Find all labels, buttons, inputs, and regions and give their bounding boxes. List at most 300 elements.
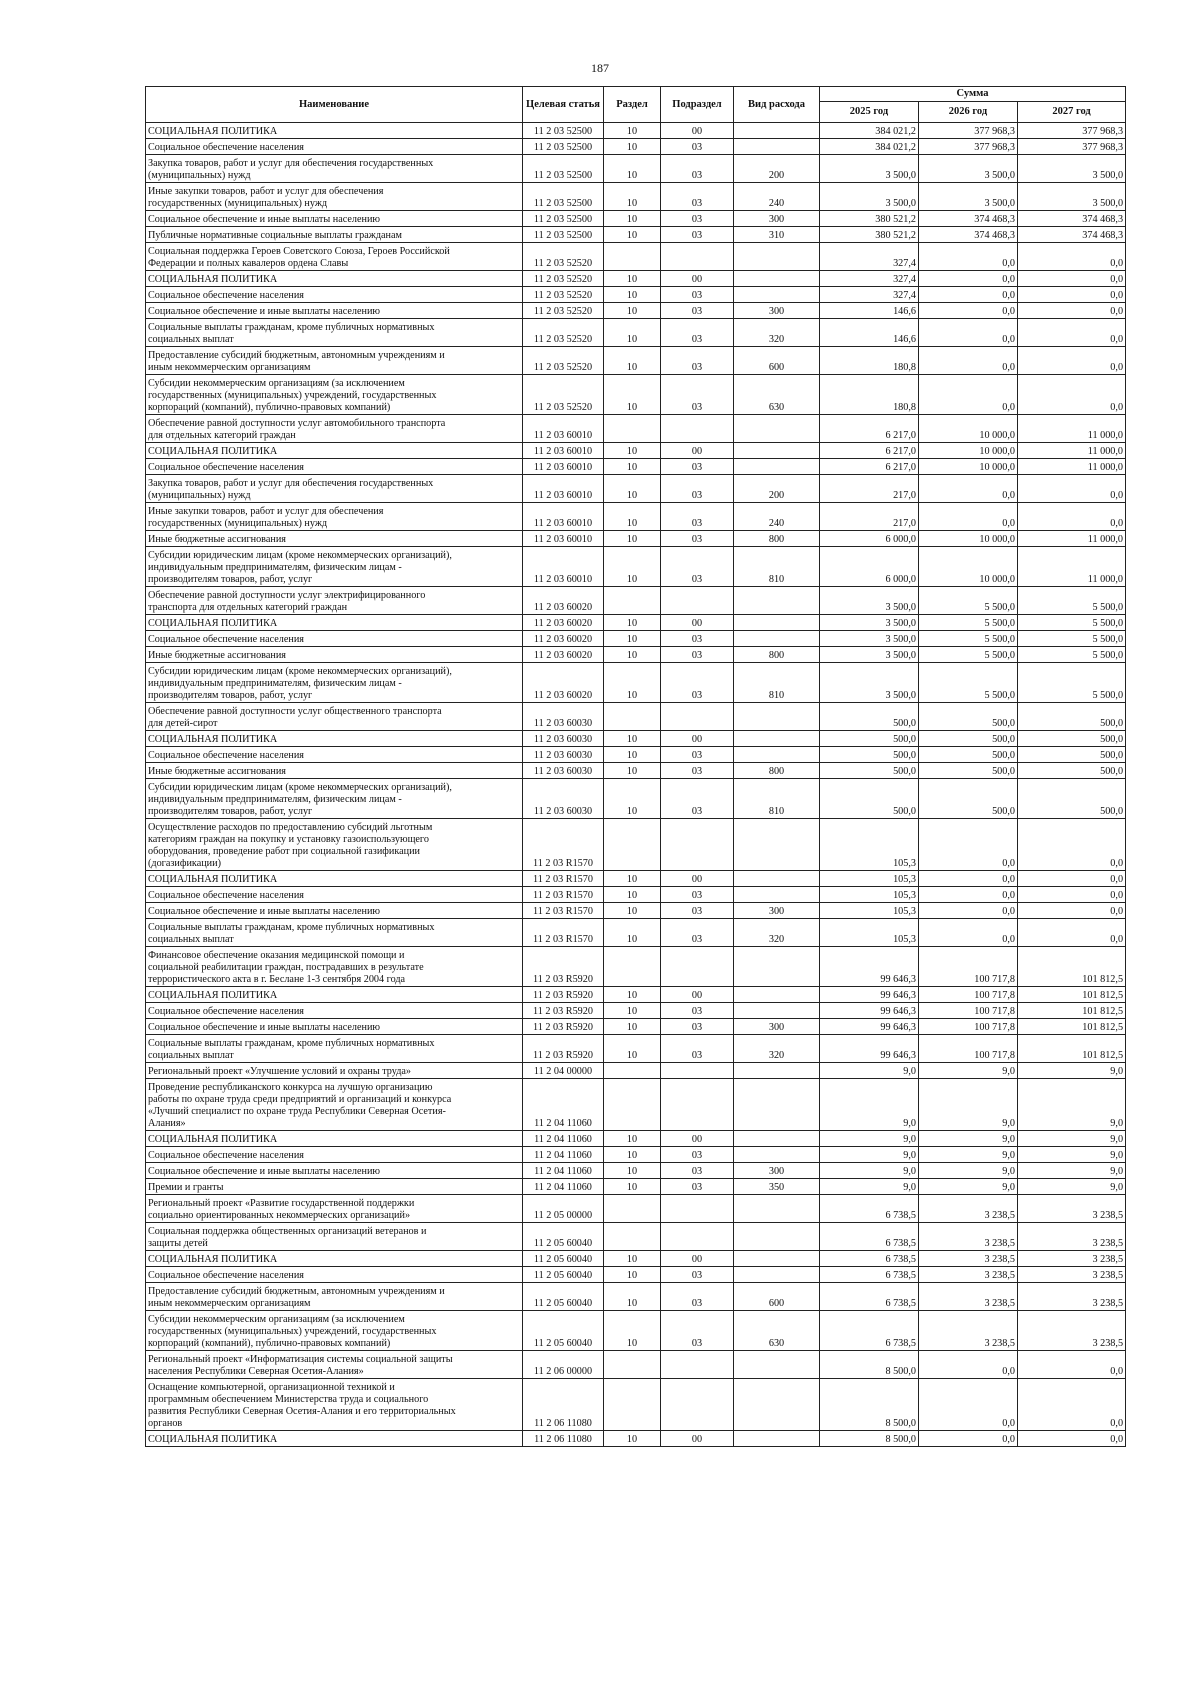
table-body [146, 123, 1126, 1447]
cell-name: Предоставление субсидий бюджетным, автономным учреждениям и иным некоммерческим организациям [146, 347, 523, 375]
cell-expense-type: 600 [734, 347, 820, 375]
cell-name: Иные закупки товаров, работ и услуг для обеспечения государственных (муниципальных) нужд [146, 183, 523, 211]
cell-target-article: 11 2 06 11080 [523, 1379, 604, 1431]
cell-amount-2025: 6 738,5 [820, 1195, 919, 1223]
cell-target-article: 11 2 04 11060 [523, 1147, 604, 1163]
cell-name: СОЦИАЛЬНАЯ ПОЛИТИКА [146, 731, 523, 747]
table-row [146, 871, 1126, 887]
cell-amount-2027: 5 500,0 [1018, 647, 1126, 663]
cell-amount-2025: 99 646,3 [820, 1003, 919, 1019]
cell-subsection: 03 [661, 647, 734, 663]
budget-table [145, 86, 1126, 1447]
cell-subsection: 00 [661, 443, 734, 459]
cell-target-article: 11 2 03 60030 [523, 703, 604, 731]
cell-name: Социальное обеспечение и иные выплаты населению [146, 903, 523, 919]
cell-target-article: 11 2 03 60020 [523, 587, 604, 615]
cell-section: 10 [604, 531, 661, 547]
cell-subsection: 03 [661, 1311, 734, 1351]
cell-amount-2026: 3 238,5 [919, 1311, 1018, 1351]
table-row [146, 1003, 1126, 1019]
cell-subsection: 03 [661, 211, 734, 227]
cell-amount-2026: 100 717,8 [919, 1003, 1018, 1019]
header-year-2026: 2026 год [919, 102, 1018, 123]
cell-amount-2027: 3 238,5 [1018, 1267, 1126, 1283]
cell-target-article: 11 2 03 60020 [523, 615, 604, 631]
table-row [146, 1251, 1126, 1267]
cell-target-article: 11 2 03 52500 [523, 227, 604, 243]
cell-amount-2025: 500,0 [820, 703, 919, 731]
table-row [146, 647, 1126, 663]
cell-name: Обеспечение равной доступности услуг общественного транспорта для детей-сирот [146, 703, 523, 731]
cell-expense-type: 310 [734, 227, 820, 243]
cell-expense-type [734, 271, 820, 287]
cell-section [604, 1351, 661, 1379]
cell-expense-type [734, 139, 820, 155]
cell-subsection: 03 [661, 1147, 734, 1163]
cell-amount-2026: 10 000,0 [919, 443, 1018, 459]
cell-section [604, 1223, 661, 1251]
cell-amount-2025: 180,8 [820, 347, 919, 375]
cell-name: Премии и гранты [146, 1179, 523, 1195]
cell-amount-2027: 0,0 [1018, 475, 1126, 503]
cell-amount-2026: 0,0 [919, 243, 1018, 271]
table-row [146, 303, 1126, 319]
cell-amount-2027: 0,0 [1018, 1379, 1126, 1431]
cell-section: 10 [604, 211, 661, 227]
cell-expense-type [734, 1079, 820, 1131]
cell-amount-2027: 500,0 [1018, 779, 1126, 819]
cell-subsection: 03 [661, 763, 734, 779]
cell-expense-type [734, 1431, 820, 1447]
table-row [146, 947, 1126, 987]
cell-subsection [661, 243, 734, 271]
cell-amount-2026: 10 000,0 [919, 415, 1018, 443]
cell-name: Социальное обеспечение населения [146, 631, 523, 647]
cell-amount-2026: 0,0 [919, 503, 1018, 531]
cell-amount-2027: 374 468,3 [1018, 227, 1126, 243]
cell-name: Оснащение компьютерной, организационной техникой и программным обеспечением Министерства труда и социального развития Республики Северная Осетия-Алания и его территориальных органов [146, 1379, 523, 1431]
cell-name: СОЦИАЛЬНАЯ ПОЛИТИКА [146, 871, 523, 887]
table-row [146, 271, 1126, 287]
cell-name: СОЦИАЛЬНАЯ ПОЛИТИКА [146, 1131, 523, 1147]
cell-target-article: 11 2 03 R5920 [523, 1003, 604, 1019]
cell-section: 10 [604, 503, 661, 531]
cell-expense-type [734, 587, 820, 615]
cell-amount-2025: 9,0 [820, 1179, 919, 1195]
cell-amount-2025: 3 500,0 [820, 631, 919, 647]
cell-amount-2027: 9,0 [1018, 1179, 1126, 1195]
cell-amount-2026: 0,0 [919, 375, 1018, 415]
cell-amount-2027: 0,0 [1018, 887, 1126, 903]
cell-subsection: 03 [661, 1267, 734, 1283]
table-row [146, 903, 1126, 919]
cell-amount-2027: 3 238,5 [1018, 1195, 1126, 1223]
cell-section: 10 [604, 1035, 661, 1063]
table-row [146, 1131, 1126, 1147]
table-row [146, 887, 1126, 903]
cell-section: 10 [604, 319, 661, 347]
cell-target-article: 11 2 03 52520 [523, 243, 604, 271]
cell-section: 10 [604, 271, 661, 287]
header-sum: Сумма [820, 87, 1126, 102]
cell-amount-2025: 105,3 [820, 887, 919, 903]
cell-subsection: 00 [661, 1131, 734, 1147]
cell-amount-2027: 500,0 [1018, 731, 1126, 747]
cell-expense-type [734, 123, 820, 139]
cell-target-article: 11 2 05 60040 [523, 1251, 604, 1267]
cell-section: 10 [604, 1431, 661, 1447]
cell-target-article: 11 2 05 00000 [523, 1195, 604, 1223]
cell-target-article: 11 2 06 00000 [523, 1351, 604, 1379]
cell-amount-2027: 11 000,0 [1018, 415, 1126, 443]
cell-amount-2027: 3 500,0 [1018, 155, 1126, 183]
cell-amount-2026: 100 717,8 [919, 1035, 1018, 1063]
cell-subsection: 03 [661, 155, 734, 183]
cell-section: 10 [604, 155, 661, 183]
table-row [146, 347, 1126, 375]
cell-expense-type [734, 1063, 820, 1079]
table-row [146, 443, 1126, 459]
cell-subsection: 03 [661, 1163, 734, 1179]
cell-amount-2026: 0,0 [919, 1431, 1018, 1447]
cell-subsection: 03 [661, 1179, 734, 1195]
cell-amount-2026: 3 238,5 [919, 1267, 1018, 1283]
cell-amount-2025: 9,0 [820, 1163, 919, 1179]
cell-amount-2027: 5 500,0 [1018, 615, 1126, 631]
cell-section: 10 [604, 443, 661, 459]
cell-subsection: 00 [661, 1251, 734, 1267]
table-row [146, 139, 1126, 155]
cell-name: Иные бюджетные ассигнования [146, 647, 523, 663]
table-row [146, 819, 1126, 871]
cell-amount-2025: 6 738,5 [820, 1223, 919, 1251]
table-row [146, 703, 1126, 731]
table-row [146, 1147, 1126, 1163]
cell-amount-2027: 101 812,5 [1018, 1019, 1126, 1035]
cell-expense-type: 300 [734, 211, 820, 227]
cell-section: 10 [604, 1163, 661, 1179]
cell-amount-2026: 3 238,5 [919, 1195, 1018, 1223]
table-row [146, 1195, 1126, 1223]
cell-name: Социальное обеспечение населения [146, 287, 523, 303]
cell-expense-type: 630 [734, 375, 820, 415]
cell-target-article: 11 2 03 60010 [523, 415, 604, 443]
cell-amount-2027: 0,0 [1018, 819, 1126, 871]
cell-name: Социальное обеспечение и иные выплаты населению [146, 211, 523, 227]
cell-section: 10 [604, 183, 661, 211]
cell-target-article: 11 2 03 52500 [523, 139, 604, 155]
cell-name: Социальная поддержка Героев Советского Союза, Героев Российской Федерации и полных кавалеров ордена Славы [146, 243, 523, 271]
cell-section: 10 [604, 663, 661, 703]
cell-subsection: 03 [661, 747, 734, 763]
cell-subsection: 03 [661, 139, 734, 155]
cell-expense-type: 320 [734, 919, 820, 947]
cell-amount-2025: 180,8 [820, 375, 919, 415]
cell-expense-type: 320 [734, 1035, 820, 1063]
cell-target-article: 11 2 03 52500 [523, 211, 604, 227]
cell-subsection: 03 [661, 547, 734, 587]
cell-amount-2027: 3 500,0 [1018, 183, 1126, 211]
cell-name: Публичные нормативные социальные выплаты гражданам [146, 227, 523, 243]
cell-subsection [661, 947, 734, 987]
cell-name: Социальное обеспечение населения [146, 747, 523, 763]
cell-expense-type [734, 243, 820, 271]
cell-target-article: 11 2 03 R1570 [523, 887, 604, 903]
cell-section: 10 [604, 1131, 661, 1147]
cell-amount-2025: 105,3 [820, 819, 919, 871]
cell-target-article: 11 2 03 R1570 [523, 919, 604, 947]
table-row [146, 731, 1126, 747]
cell-expense-type [734, 819, 820, 871]
cell-amount-2026: 10 000,0 [919, 531, 1018, 547]
cell-amount-2025: 6 000,0 [820, 531, 919, 547]
cell-target-article: 11 2 03 52520 [523, 303, 604, 319]
cell-amount-2025: 327,4 [820, 243, 919, 271]
cell-amount-2026: 3 238,5 [919, 1283, 1018, 1311]
cell-subsection: 03 [661, 663, 734, 703]
cell-amount-2026: 0,0 [919, 287, 1018, 303]
cell-amount-2026: 0,0 [919, 319, 1018, 347]
cell-amount-2026: 5 500,0 [919, 647, 1018, 663]
cell-amount-2025: 6 738,5 [820, 1251, 919, 1267]
cell-expense-type: 810 [734, 779, 820, 819]
cell-amount-2025: 6 217,0 [820, 443, 919, 459]
cell-name: Региональный проект «Развитие государственной поддержки социально ориентированных некоммерческих организаций» [146, 1195, 523, 1223]
cell-section: 10 [604, 1311, 661, 1351]
cell-subsection: 03 [661, 531, 734, 547]
cell-name: Закупка товаров, работ и услуг для обеспечения государственных (муниципальных) нужд [146, 475, 523, 503]
cell-amount-2025: 3 500,0 [820, 155, 919, 183]
cell-subsection: 00 [661, 123, 734, 139]
cell-amount-2026: 500,0 [919, 763, 1018, 779]
header-year-2025: 2025 год [820, 102, 919, 123]
cell-section [604, 587, 661, 615]
cell-name: Социальное обеспечение населения [146, 887, 523, 903]
cell-subsection: 00 [661, 271, 734, 287]
cell-expense-type [734, 987, 820, 1003]
cell-amount-2025: 9,0 [820, 1079, 919, 1131]
cell-amount-2027: 0,0 [1018, 303, 1126, 319]
cell-target-article: 11 2 05 60040 [523, 1223, 604, 1251]
cell-amount-2025: 3 500,0 [820, 615, 919, 631]
cell-name: Социальное обеспечение населения [146, 1267, 523, 1283]
cell-amount-2025: 146,6 [820, 319, 919, 347]
cell-expense-type: 800 [734, 647, 820, 663]
table-row [146, 1063, 1126, 1079]
cell-name: Обеспечение равной доступности услуг автомобильного транспорта для отдельных категорий граждан [146, 415, 523, 443]
cell-expense-type [734, 1223, 820, 1251]
cell-name: Социальное обеспечение и иные выплаты населению [146, 303, 523, 319]
table-row [146, 155, 1126, 183]
cell-subsection [661, 1351, 734, 1379]
cell-subsection [661, 1063, 734, 1079]
cell-section [604, 415, 661, 443]
cell-amount-2027: 9,0 [1018, 1131, 1126, 1147]
cell-expense-type [734, 443, 820, 459]
cell-amount-2025: 327,4 [820, 287, 919, 303]
cell-name: СОЦИАЛЬНАЯ ПОЛИТИКА [146, 615, 523, 631]
cell-amount-2027: 0,0 [1018, 375, 1126, 415]
cell-subsection [661, 819, 734, 871]
cell-amount-2025: 500,0 [820, 747, 919, 763]
table-row [146, 547, 1126, 587]
cell-target-article: 11 2 03 52500 [523, 183, 604, 211]
cell-section: 10 [604, 1267, 661, 1283]
cell-amount-2025: 99 646,3 [820, 1035, 919, 1063]
cell-expense-type: 200 [734, 475, 820, 503]
table-row [146, 1019, 1126, 1035]
cell-section: 10 [604, 1019, 661, 1035]
cell-amount-2025: 3 500,0 [820, 647, 919, 663]
cell-amount-2026: 100 717,8 [919, 947, 1018, 987]
table-row [146, 587, 1126, 615]
table-row [146, 243, 1126, 271]
cell-section: 10 [604, 1179, 661, 1195]
cell-amount-2027: 5 500,0 [1018, 587, 1126, 615]
cell-target-article: 11 2 05 60040 [523, 1283, 604, 1311]
cell-amount-2026: 500,0 [919, 747, 1018, 763]
cell-target-article: 11 2 03 60030 [523, 731, 604, 747]
page-number: 187 [591, 61, 609, 75]
cell-target-article: 11 2 03 60010 [523, 503, 604, 531]
cell-amount-2027: 9,0 [1018, 1163, 1126, 1179]
cell-amount-2025: 380 521,2 [820, 211, 919, 227]
cell-amount-2027: 0,0 [1018, 347, 1126, 375]
cell-section: 10 [604, 763, 661, 779]
cell-name: Социальная поддержка общественных организаций ветеранов и защиты детей [146, 1223, 523, 1251]
cell-target-article: 11 2 03 R1570 [523, 871, 604, 887]
cell-amount-2026: 0,0 [919, 1351, 1018, 1379]
cell-amount-2025: 6 738,5 [820, 1311, 919, 1351]
cell-section: 10 [604, 123, 661, 139]
cell-section: 10 [604, 1147, 661, 1163]
cell-subsection [661, 1195, 734, 1223]
table-row [146, 987, 1126, 1003]
cell-amount-2027: 374 468,3 [1018, 211, 1126, 227]
cell-target-article: 11 2 03 R5920 [523, 947, 604, 987]
cell-section [604, 703, 661, 731]
cell-expense-type: 800 [734, 531, 820, 547]
cell-amount-2027: 3 238,5 [1018, 1283, 1126, 1311]
cell-amount-2027: 0,0 [1018, 503, 1126, 531]
table-row [146, 1163, 1126, 1179]
cell-amount-2026: 0,0 [919, 871, 1018, 887]
cell-amount-2026: 9,0 [919, 1131, 1018, 1147]
cell-amount-2026: 5 500,0 [919, 631, 1018, 647]
cell-amount-2025: 500,0 [820, 779, 919, 819]
cell-section: 10 [604, 1003, 661, 1019]
cell-name: Проведение республиканского конкурса на лучшую организацию работы по охране труда среди предприятий и организаций и конкурса «Лучший специалист по охране труда Республики Северная Осетия- Алания» [146, 1079, 523, 1131]
cell-amount-2025: 105,3 [820, 871, 919, 887]
cell-expense-type [734, 731, 820, 747]
cell-amount-2025: 8 500,0 [820, 1379, 919, 1431]
cell-expense-type [734, 703, 820, 731]
cell-amount-2026: 0,0 [919, 271, 1018, 287]
cell-amount-2027: 0,0 [1018, 287, 1126, 303]
cell-amount-2026: 9,0 [919, 1179, 1018, 1195]
cell-amount-2027: 0,0 [1018, 243, 1126, 271]
cell-section: 10 [604, 347, 661, 375]
cell-subsection: 03 [661, 459, 734, 475]
header-section: Раздел [604, 87, 661, 123]
cell-amount-2027: 101 812,5 [1018, 947, 1126, 987]
table-row [146, 211, 1126, 227]
cell-subsection: 03 [661, 1283, 734, 1311]
cell-amount-2025: 6 738,5 [820, 1283, 919, 1311]
cell-amount-2025: 99 646,3 [820, 947, 919, 987]
cell-target-article: 11 2 03 60010 [523, 459, 604, 475]
cell-amount-2027: 101 812,5 [1018, 987, 1126, 1003]
cell-amount-2027: 0,0 [1018, 1431, 1126, 1447]
cell-name: Социальные выплаты гражданам, кроме публичных нормативных социальных выплат [146, 319, 523, 347]
cell-target-article: 11 2 03 R5920 [523, 1035, 604, 1063]
cell-subsection: 03 [661, 183, 734, 211]
cell-target-article: 11 2 03 60020 [523, 631, 604, 647]
cell-amount-2027: 500,0 [1018, 763, 1126, 779]
cell-amount-2027: 11 000,0 [1018, 547, 1126, 587]
cell-expense-type [734, 631, 820, 647]
cell-expense-type [734, 1267, 820, 1283]
cell-amount-2025: 146,6 [820, 303, 919, 319]
cell-name: Социальное обеспечение и иные выплаты населению [146, 1163, 523, 1179]
header-year-2027: 2027 год [1018, 102, 1126, 123]
table-row [146, 459, 1126, 475]
cell-name: Региональный проект «Улучшение условий и охраны труда» [146, 1063, 523, 1079]
cell-amount-2026: 377 968,3 [919, 123, 1018, 139]
table-row [146, 747, 1126, 763]
cell-amount-2027: 3 238,5 [1018, 1251, 1126, 1267]
cell-section: 10 [604, 647, 661, 663]
cell-amount-2027: 500,0 [1018, 703, 1126, 731]
cell-section [604, 819, 661, 871]
cell-target-article: 11 2 05 60040 [523, 1267, 604, 1283]
cell-target-article: 11 2 03 R1570 [523, 903, 604, 919]
cell-section: 10 [604, 731, 661, 747]
table-row [146, 763, 1126, 779]
table-row [146, 123, 1126, 139]
cell-amount-2026: 500,0 [919, 703, 1018, 731]
cell-subsection: 03 [661, 319, 734, 347]
cell-amount-2027: 101 812,5 [1018, 1003, 1126, 1019]
cell-amount-2025: 217,0 [820, 475, 919, 503]
table-row [146, 615, 1126, 631]
cell-subsection: 03 [661, 631, 734, 647]
cell-amount-2026: 3 500,0 [919, 183, 1018, 211]
cell-amount-2026: 3 238,5 [919, 1223, 1018, 1251]
cell-subsection: 03 [661, 503, 734, 531]
cell-name: Иные бюджетные ассигнования [146, 763, 523, 779]
cell-target-article: 11 2 04 11060 [523, 1079, 604, 1131]
cell-amount-2025: 99 646,3 [820, 1019, 919, 1035]
cell-name: Социальное обеспечение населения [146, 139, 523, 155]
cell-amount-2025: 9,0 [820, 1063, 919, 1079]
cell-expense-type: 300 [734, 303, 820, 319]
cell-amount-2027: 0,0 [1018, 1351, 1126, 1379]
cell-expense-type [734, 1147, 820, 1163]
cell-amount-2027: 3 238,5 [1018, 1311, 1126, 1351]
table-row [146, 1179, 1126, 1195]
header-subsection: Подраздел [661, 87, 734, 123]
cell-subsection: 03 [661, 1003, 734, 1019]
cell-subsection: 00 [661, 731, 734, 747]
cell-section: 10 [604, 547, 661, 587]
cell-expense-type: 630 [734, 1311, 820, 1351]
cell-expense-type: 600 [734, 1283, 820, 1311]
cell-amount-2027: 9,0 [1018, 1063, 1126, 1079]
cell-amount-2026: 100 717,8 [919, 1019, 1018, 1035]
cell-section: 10 [604, 459, 661, 475]
cell-amount-2026: 500,0 [919, 779, 1018, 819]
